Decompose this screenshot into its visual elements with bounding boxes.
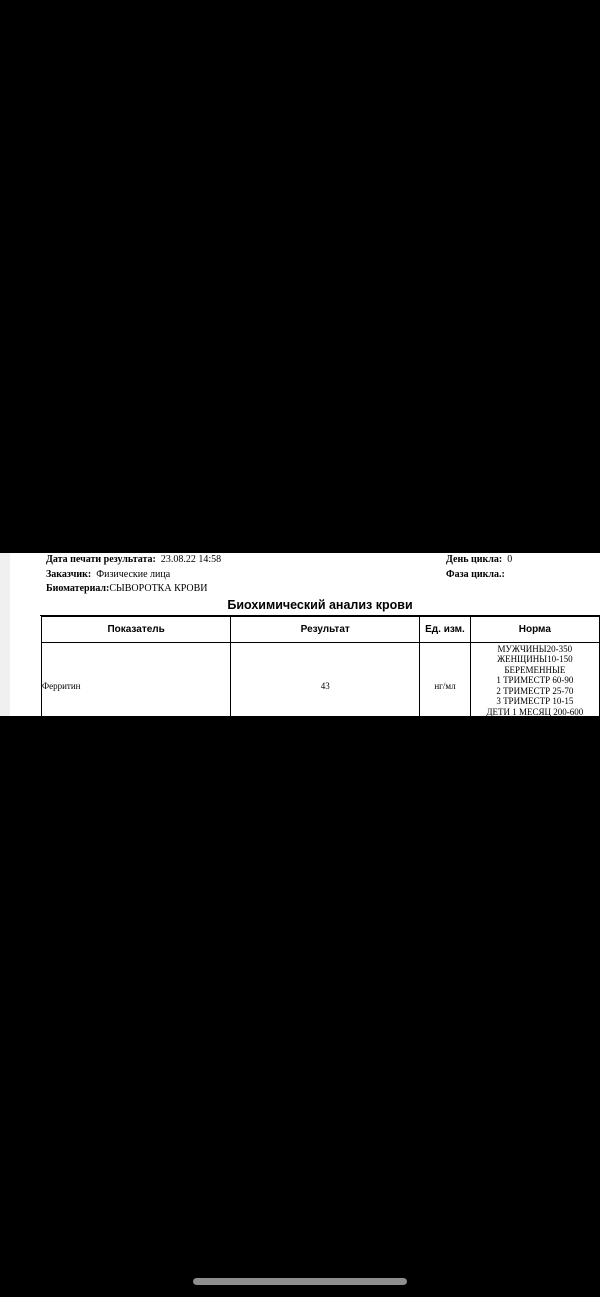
section-title: Биохимический анализ крови (227, 598, 413, 612)
result-cell: 43 (231, 643, 420, 729)
norm-line: 1 ТРИМЕСТР 60-90 (496, 675, 574, 685)
column-header-indicator: Показатель (42, 617, 231, 643)
customer-value: Физические лица (96, 569, 171, 580)
cycle-day-value: 0 (507, 554, 513, 565)
norm-line: БЕРЕМЕННЫЕ (504, 664, 566, 675)
biomaterial (46, 583, 208, 594)
norm-cell (470, 643, 599, 729)
table-row (42, 643, 600, 729)
norm-line: МУЖЧИНЫ20-350 (497, 643, 573, 654)
norm-line: 3 ТРИМЕСТР 10-15 (496, 696, 574, 706)
lab-result-document (0, 553, 600, 727)
norm-line: ЖЕНЩИНЫ10-150 (497, 654, 573, 664)
column-header-unit: Ед. изм. (420, 617, 470, 643)
results-table (41, 616, 600, 729)
biomaterial-label: Биоматериал: (46, 583, 110, 594)
biomaterial-value: СЫВОРОТКА КРОВИ (109, 583, 208, 594)
norm-line: 2 ТРИМЕСТР 25-70 (496, 685, 574, 696)
indicator-cell: Ферритин (42, 643, 231, 729)
norm-line: 6 МЕС-15 ЛЕТ 30-140 (492, 717, 578, 727)
print-date-value: 23.08.22 14:58 (160, 554, 222, 565)
cycle-phase (446, 569, 505, 580)
print-date-label: Дата печати результата: (46, 554, 156, 565)
customer-label: Заказчик: (46, 569, 92, 580)
table-header-row (42, 617, 600, 643)
home-indicator[interactable] (193, 1278, 407, 1285)
cycle-day-label: День цикла: (446, 554, 503, 565)
cycle-day (446, 554, 512, 565)
page-edge-shadow (0, 553, 10, 716)
unit-cell: нг/мл (420, 643, 470, 729)
norm-line: ДЕТИ 1 МЕСЯЦ 200-600 (486, 706, 584, 717)
print-date (46, 554, 221, 565)
column-header-norm: Норма (470, 617, 599, 643)
column-header-result: Результат (231, 617, 420, 643)
customer (46, 569, 170, 580)
cycle-phase-label: Фаза цикла.: (446, 569, 505, 580)
